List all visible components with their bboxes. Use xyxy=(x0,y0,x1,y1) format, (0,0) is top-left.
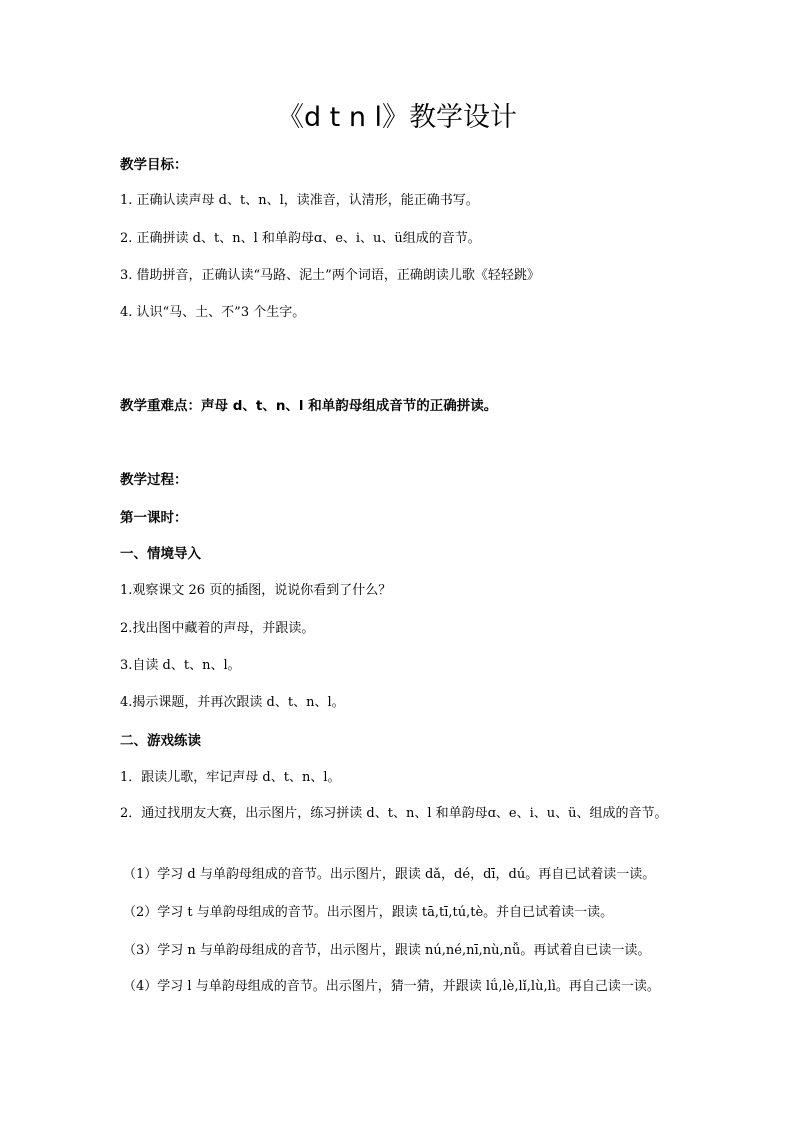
list-item: 4.揭示课题，并再次跟读 d、t、n、l。 xyxy=(120,695,345,710)
section-heading: 一、情境导入 xyxy=(120,546,201,562)
objectives-heading: 教学目标： xyxy=(120,157,188,173)
list-item: （4）学习 l 与单韵母组成的音节。出示图片，猜一猜，并跟读 lǘ,lè,lǐ,lù,lì。再自己读一读。 xyxy=(123,979,660,994)
objective-item: 1. 正确认读声母 d、t、n、l，读准音，认清形，能正确书写。 xyxy=(120,193,479,208)
section-heading: 二、游戏练读 xyxy=(120,733,201,749)
page-title: 《d t n l》教学设计 xyxy=(276,102,518,133)
list-item: 1．跟读儿歌，牢记声母 d、t、n、l。 xyxy=(120,770,341,785)
objective-item: 2. 正确拼读 d、t、n、l 和单韵母ɑ、e、i、u、ü组成的音节。 xyxy=(120,231,481,246)
list-item: 2.找出图中藏着的声母，并跟读。 xyxy=(120,621,315,636)
list-item: 1.观察课文 26 页的插图，说说你看到了什么？ xyxy=(120,583,392,598)
process-heading: 教学过程： xyxy=(120,472,188,488)
list-item: （3）学习 n 与单韵母组成的音节，出示图片，跟读 nú,né,nī,nù,nǚ。再试着自已读一读。 xyxy=(123,943,651,958)
key-points: 教学重难点：声母 d、t、n、l 和单韵母组成音节的正确拼读。 xyxy=(120,398,498,414)
list-item: 2．通过找朋友大赛，出示图片，练习拼读 d、t、n、l 和单韵母ɑ、e、i、u、ü、组成的音节。 xyxy=(120,806,668,821)
objective-item: 4. 认识“马、土、不”3 个生字。 xyxy=(120,305,306,320)
list-item: （2）学习 t 与单韵母组成的音节。出示图片，跟读 tā,tī,tú,tè。并自已试着读一读。 xyxy=(123,905,614,920)
list-item: 3.自读 d、t、n、l。 xyxy=(120,658,241,673)
objective-item: 3. 借助拼音，正确认读“马路、泥土”两个词语，正确朗读儿歌《轻轻跳》 xyxy=(120,268,540,283)
list-item: （1）学习 d 与单韵母组成的音节。出示图片，跟读 dǎ，dé，dī，dú。再自已试着读一读。 xyxy=(123,867,656,882)
lesson-heading: 第一课时： xyxy=(120,510,188,526)
